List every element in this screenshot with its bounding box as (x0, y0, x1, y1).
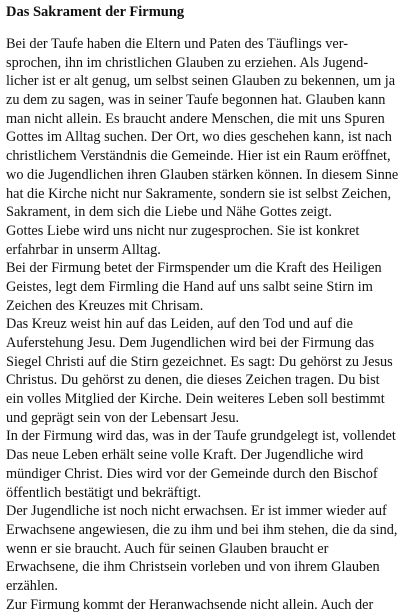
document-body (6, 35, 404, 614)
text-line: Siegel Christi auf die Stirn gezeichnet. Es sagt: Du gehörst zu Jesus (6, 353, 393, 370)
text-line: und geprägt sein von der Lebensart Jesu. (6, 409, 240, 426)
text-line: erfahrbar in unserm Alltag. (6, 241, 161, 258)
text-line: Erwachsene angewiesen, die zu ihm und bei ihm stehen, die da sind, (6, 521, 398, 538)
text-line: öffentlich bestätigt und bekräftigt. (6, 484, 202, 501)
text-line: Bei der Firmung betet der Firmspender um die Kraft des Heiligen (6, 260, 382, 277)
document-title: Das Sakrament der Firmung (6, 4, 185, 20)
text-line: Bei der Taufe haben die Eltern und Paten des Täuflings ver- (6, 36, 348, 52)
text-line: zu dem zu sagen, was in seiner Taufe begonnen hat. Glauben kann (6, 92, 386, 109)
text-line: Christus. Du gehörst zu denen, die dieses Zeichen tragen. Du bist (6, 372, 380, 389)
text-line: Erwachsene, die ihm Christsein vorleben und von ihrem Glauben (6, 559, 380, 576)
text-line: Das neue Leben erhält seine volle Kraft. Der Jugendliche wird (6, 447, 364, 464)
text-line: Zeichen des Kreuzes mit Chrisam. (6, 297, 204, 314)
text-line: licher ist er alt genug, um selbst seinen Glauben zu bekennen, um ja (6, 73, 396, 90)
text-line: man nicht allein. Es braucht andere Menschen, die mit uns Spuren (6, 110, 385, 127)
text-line: Das Kreuz weist hin auf das Leiden, auf den Tod und auf die (6, 316, 353, 333)
text-line: mündiger Christ. Dies wird vor der Gemeinde durch den Bischof (6, 465, 378, 482)
text-line: In der Firmung wird das, was in der Taufe grundgelegt ist, vollendet (6, 428, 396, 445)
text-line: ein volles Mitglied der Kirche. Dein weiteres Leben soll bestimmt (6, 391, 385, 408)
text-line: hat die Kirche nicht nur Sakramente, sondern sie ist selbst Zeichen, (6, 185, 392, 202)
text-line: erzählen. (6, 577, 58, 594)
text-line: Sakrament, in dem sich die Liebe und Nähe Gottes zeigt. (6, 204, 332, 221)
text-line: Zur Firmung kommt der Heranwachsende nicht allein. Auch der (6, 596, 374, 613)
text-line: Gottes im Alltag suchen. Der Ort, wo dies geschehen kann, ist nach (6, 129, 392, 146)
text-line: Gottes Liebe wird uns nicht nur zugesprochen. Sie ist konkret (6, 222, 360, 239)
text-line: christlichem Verständnis die Gemeinde. Hier ist ein Raum eröffnet, (6, 148, 391, 165)
text-line: Der Jugendliche ist noch nicht erwachsen. Er ist immer wieder auf (6, 503, 387, 520)
text-line: Auferstehung Jesu. Dem Jugendlichen wird bei der Firmung das (6, 335, 375, 351)
text-line: Geistes, legt dem Firmling die Hand auf uns salbt seine Stirn im (6, 278, 373, 295)
text-line: wenn er sie braucht. Auch für seinen Glauben braucht er (6, 540, 329, 557)
text-line: wo die Jugendlichen ihren Glauben stärken können. In diesem Sinne (6, 166, 399, 183)
text-line: sprochen, ihn im christlichen Glauben zu erziehen. Als Jugend- (6, 54, 369, 71)
